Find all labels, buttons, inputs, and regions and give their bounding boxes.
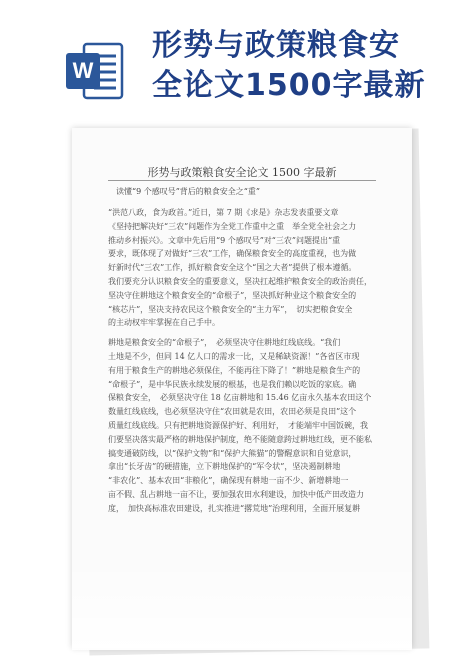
banner-title-line-1: 形势与政策粮食安 [152,28,400,63]
title-divider [108,180,376,181]
word-document-icon [64,40,126,102]
word-logo-letter: W [72,58,94,83]
text-line: 要求，既体现了对做好“三农”工作，确保粮食安全的高度重视，也为做 [108,249,357,259]
text-line: “命根子”，是中华民族永续发展的根基，也是我们赖以吃饭的家底。确 [108,379,357,389]
document-body [108,206,384,516]
text-line: 耕地是粮食安全的“命根子”， 必须坚决守住耕地红线底线。“我们 [108,338,341,348]
text-line: 我们要充分认识粮食安全的重要意义，坚决扛起维护粮食安全的政治责任， [108,276,372,286]
text-line: 的主动权牢牢掌握在自己手中。 [108,318,220,328]
text-line: 有用于粮食生产的耕地必须保住，不能再往下降了！”耕地是粮食生产的 [108,365,361,375]
text-line: 拿出“长牙齿”的硬措施，立下耕地保护的“军令状”，坚决遏制耕地 [108,462,341,472]
text-line: “核芯片”，坚决支持农民这个粮食安全的“主力军”， 切实把粮食安全 [108,304,353,314]
text-line: 坚决守住耕地这个粮食安全的“命根子”，坚决抓好种业这个粮食安全的 [108,290,357,300]
text-line: 《坚持把解决好“三农”问题作为全党工作重中之重 举全党全社会之力 [108,221,357,231]
text-line: 推动乡村振兴》。文章中先后用“9 个感叹号”对“三农”问题提出“重 [108,235,341,245]
banner-title [152,26,452,106]
text-line: 保粮食安全， 必须坚决守住 18 亿亩耕地和 15.46 亿亩永久基本农田这个 [108,393,372,403]
text-line: 搞变通破防线，以“保护文物”和“保护大熊猫”的警醒意识和自觉意识， [108,448,357,458]
text-line: 土地是不少，但同 14 亿人口的需求一比，又是稀缺资源！”各省区市现 [108,351,360,361]
paragraph-1 [108,206,384,330]
text-line: 度， 加快高标准农田建设，扎实推进“撂荒地”治理利用，全面开展复耕 [108,503,361,513]
section-heading: 读懂“9 个感叹号”背后的粮食安全之“重” [116,187,260,196]
text-line: “洪范八政，食为政首。”近日，第 7 期《求是》杂志发表重要文章 [108,208,339,217]
bottom-fade [72,560,412,650]
text-line: 好新时代“三农”工作，抓好粮食安全这个“国之大者”提供了根本遵循。 [108,263,357,273]
text-line: 数量红线底线，也必须坚决守住“农田就是农田，农田必须是良田”这个 [108,407,357,417]
text-line: “非农化”、基本农田“非粮化”，确保现有耕地一亩不少、新增耕地一 [108,476,349,486]
paragraph-2 [108,336,384,515]
text-line: 们要坚决落实最严格的耕地保护制度，绝不能随意跨过耕地红线，更不能私 [108,434,372,444]
banner-title-line-2: 全论文1500字最新 [152,68,426,103]
document-title: 形势与政策粮食安全论文 1500 字最新 [147,166,337,179]
text-line: 亩不假、乱占耕地一亩不让，要加强农田水利建设，加快中低产田改造力 [108,489,364,499]
text-line: 质量红线底线。只有把耕地资源保护好、利用好， 才能端牢中国饭碗，我 [108,420,368,430]
header-banner [0,0,474,140]
